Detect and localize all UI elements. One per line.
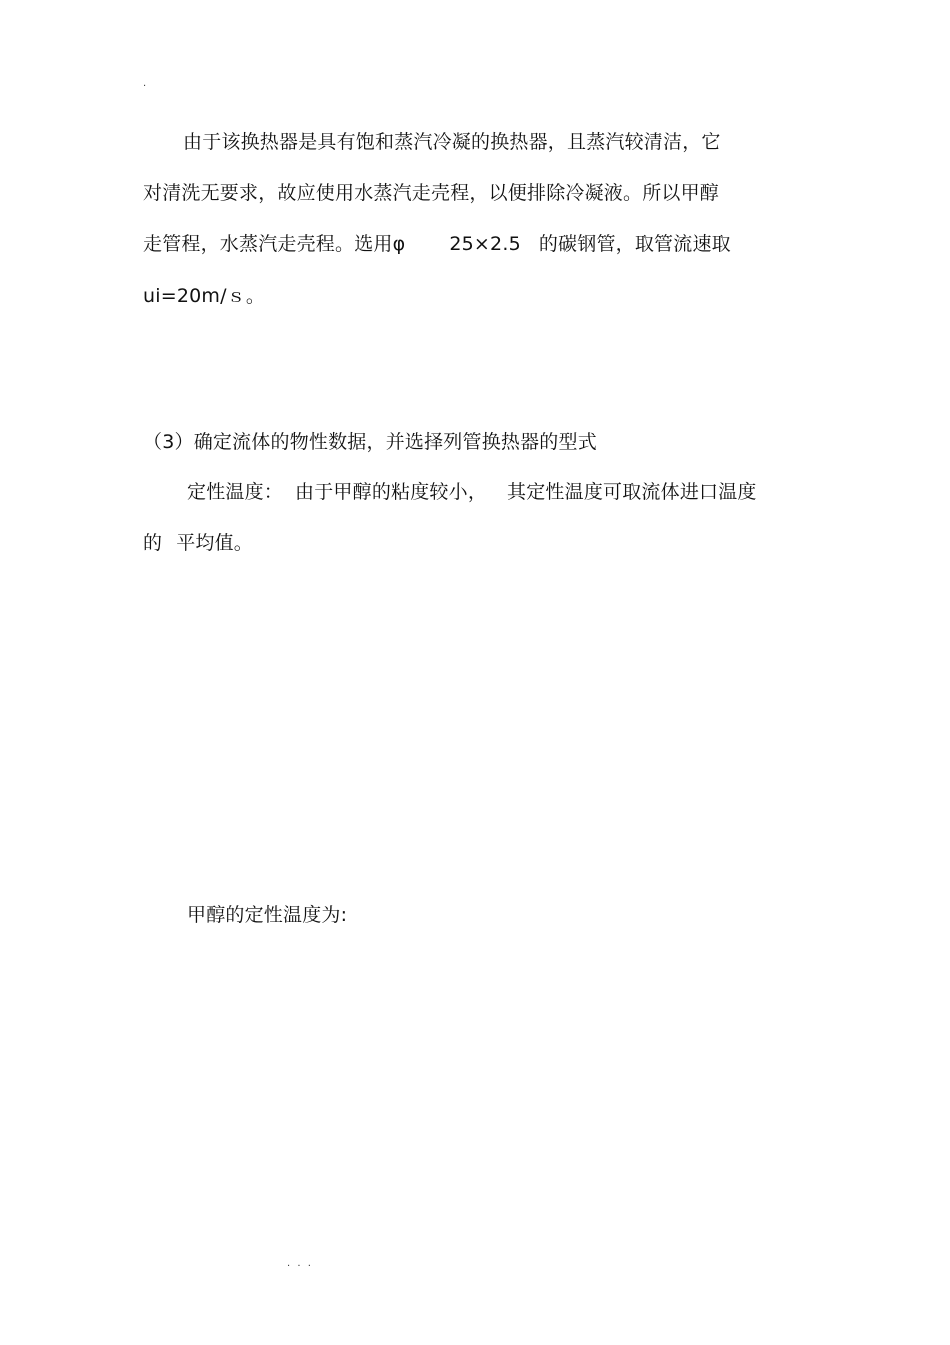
section3-heading: （3）确定流体的物性数据，并选择列管换热器的型式	[143, 431, 597, 453]
section3-line1-part1: 定性温度：	[187, 481, 284, 503]
pipe-spec: 25×2.5	[449, 233, 521, 255]
section3-line2	[143, 531, 253, 555]
paragraph1-line3	[143, 232, 731, 256]
section3-line1-part2: 由于甲醇的粘度较小，	[295, 481, 488, 503]
footer-dots: . . .	[287, 1258, 313, 1269]
section3-line2-part1: 的	[143, 532, 163, 554]
methanol-temp-label: 甲醇的定性温度为:	[187, 904, 348, 926]
paragraph1-line3-part3: 的碳钢管，取管流速取	[538, 233, 731, 255]
header-dot: .	[143, 78, 147, 89]
paragraph1-line2: 对清洗无要求，故应使用水蒸汽走壳程，以便排除冷凝液。所以甲醇	[143, 182, 720, 204]
paragraph1-line3-part1: 走管程，水蒸汽走壳程。选用φ	[143, 233, 406, 255]
section3-line1	[187, 480, 757, 504]
section3-line1-part3: 其定性温度可取流体进口温度	[507, 481, 757, 503]
section3-line2-part2: 平均值。	[176, 532, 254, 554]
paragraph1-line1: 由于该换热器是具有饱和蒸汽冷凝的换热器，且蒸汽较清洁，它	[183, 131, 721, 153]
paragraph1-line4: ui=20m/ｓ。	[143, 285, 266, 307]
